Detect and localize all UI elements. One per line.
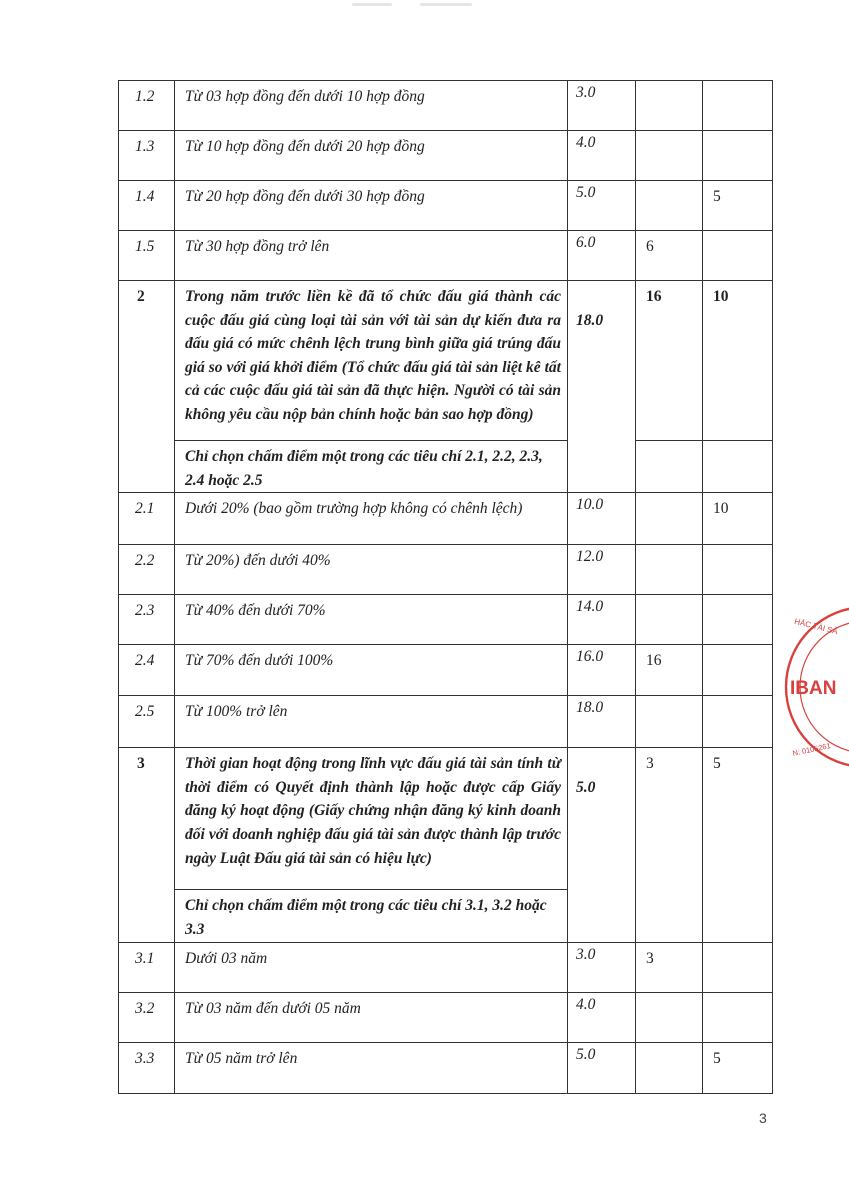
table-row (119, 231, 773, 281)
seal-bottom-text: N: 0105261 (791, 741, 832, 758)
score-cell: 3 (636, 748, 703, 943)
table-row (119, 281, 773, 441)
criterion-number: 2.4 (119, 645, 175, 696)
criterion-description: Từ 03 hợp đồng đến dưới 10 hợp đồng (175, 81, 568, 131)
table-row (119, 81, 773, 131)
max-points: 5.0 (568, 181, 636, 231)
seal-top-text: HÁC TÀI SẢ (793, 616, 839, 637)
max-points: 6.0 (568, 231, 636, 281)
criterion-description: Từ 20 hợp đồng đến dưới 30 hợp đồng (175, 181, 568, 231)
max-points: 14.0 (568, 595, 636, 645)
score-cell (703, 993, 773, 1043)
criterion-description: Trong năm trước liền kề đã tổ chức đấu giá thành các cuộc đấu giá cùng loại tài sản với tài sản dự kiến đưa ra đấu giá có mức chênh lệch trung bình giữa giá trúng đấu giá so với giá khởi điểm (Tổ chức đấu giá tài sản liệt kê tất cả các cuộc đấu giá tài sản đã thực hiện. Người có tài sản không yêu cầu nộp bản chính hoặc bản sao hợp đồng) (175, 281, 568, 441)
criterion-number: 1.3 (119, 131, 175, 181)
criterion-number: 2.3 (119, 595, 175, 645)
score-cell (636, 696, 703, 748)
criterion-note: Chỉ chọn chấm điểm một trong các tiêu chí 3.1, 3.2 hoặc 3.3 (175, 890, 568, 943)
criterion-description: Dưới 20% (bao gồm trường hợp không có chênh lệch) (175, 493, 568, 545)
table-row (119, 993, 773, 1043)
score-cell: 16 (636, 645, 703, 696)
max-points: 18.0 (568, 281, 636, 493)
criterion-description: Dưới 03 năm (175, 943, 568, 993)
criterion-description: Từ 20%) đến dưới 40% (175, 545, 568, 595)
score-cell (703, 131, 773, 181)
scan-mark (352, 3, 392, 6)
score-cell (703, 645, 773, 696)
criterion-number: 3.1 (119, 943, 175, 993)
criterion-number: 2.2 (119, 545, 175, 595)
score-cell (636, 441, 703, 493)
criterion-description: Từ 100% trở lên (175, 696, 568, 748)
criterion-number: 1.4 (119, 181, 175, 231)
criterion-note: Chỉ chọn chấm điểm một trong các tiêu chí 2.1, 2.2, 2.3, 2.4 hoặc 2.5 (175, 441, 568, 493)
score-cell (703, 595, 773, 645)
criterion-description: Từ 30 hợp đồng trở lên (175, 231, 568, 281)
criterion-number: 3 (119, 748, 175, 943)
score-cell (703, 81, 773, 131)
scan-mark (420, 3, 472, 6)
max-points: 5.0 (568, 748, 636, 943)
score-cell (703, 943, 773, 993)
score-cell (636, 131, 703, 181)
criterion-description: Từ 40% đến dưới 70% (175, 595, 568, 645)
table-row (119, 181, 773, 231)
criterion-description: Từ 03 năm đến dưới 05 năm (175, 993, 568, 1043)
table-row (119, 1043, 773, 1094)
table-row (119, 943, 773, 993)
table-row (119, 493, 773, 545)
table-row (119, 545, 773, 595)
score-cell (703, 441, 773, 493)
company-seal (786, 602, 849, 772)
page-number: 3 (759, 1110, 767, 1126)
score-cell: 16 (636, 281, 703, 441)
score-cell (636, 493, 703, 545)
criterion-description: Thời gian hoạt động trong lĩnh vực đấu giá tài sản tính từ thời điểm có Quyết định thành lập hoặc được cấp Giấy đăng ký hoạt động (Giấy chứng nhận đăng ký kinh doanh đối với doanh nghiệp đấu giá tài sản được thành lập trước ngày Luật Đấu giá tài sản có hiệu lực) (175, 748, 568, 890)
score-cell: 6 (636, 231, 703, 281)
max-points: 5.0 (568, 1043, 636, 1094)
criterion-number: 2.5 (119, 696, 175, 748)
table-row (119, 131, 773, 181)
table-row (119, 441, 773, 493)
criterion-description: Từ 70% đến dưới 100% (175, 645, 568, 696)
seal-main-text: IBAN (790, 678, 837, 699)
table-row (119, 696, 773, 748)
score-cell: 5 (703, 1043, 773, 1094)
max-points: 16.0 (568, 645, 636, 696)
criterion-number: 3.2 (119, 993, 175, 1043)
score-cell (703, 231, 773, 281)
criterion-description: Từ 05 năm trở lên (175, 1043, 568, 1094)
score-cell: 10 (703, 281, 773, 441)
score-cell (636, 1043, 703, 1094)
criterion-number: 2.1 (119, 493, 175, 545)
score-cell (636, 595, 703, 645)
score-cell: 5 (703, 181, 773, 231)
max-points: 4.0 (568, 131, 636, 181)
table-row (119, 645, 773, 696)
score-cell (703, 545, 773, 595)
scoring-table (118, 80, 773, 1094)
max-points: 12.0 (568, 545, 636, 595)
criterion-number: 1.2 (119, 81, 175, 131)
score-cell (703, 696, 773, 748)
criterion-number: 2 (119, 281, 175, 493)
score-cell (636, 81, 703, 131)
criterion-description: Từ 10 hợp đồng đến dưới 20 hợp đồng (175, 131, 568, 181)
score-cell (636, 993, 703, 1043)
score-cell: 3 (636, 943, 703, 993)
max-points: 18.0 (568, 696, 636, 748)
max-points: 3.0 (568, 943, 636, 993)
table-row (119, 595, 773, 645)
score-cell: 10 (703, 493, 773, 545)
table-row (119, 748, 773, 890)
score-cell (636, 181, 703, 231)
max-points: 10.0 (568, 493, 636, 545)
criterion-number: 3.3 (119, 1043, 175, 1094)
max-points: 4.0 (568, 993, 636, 1043)
max-points: 3.0 (568, 81, 636, 131)
criterion-number: 1.5 (119, 231, 175, 281)
score-cell (636, 545, 703, 595)
score-cell: 5 (703, 748, 773, 943)
